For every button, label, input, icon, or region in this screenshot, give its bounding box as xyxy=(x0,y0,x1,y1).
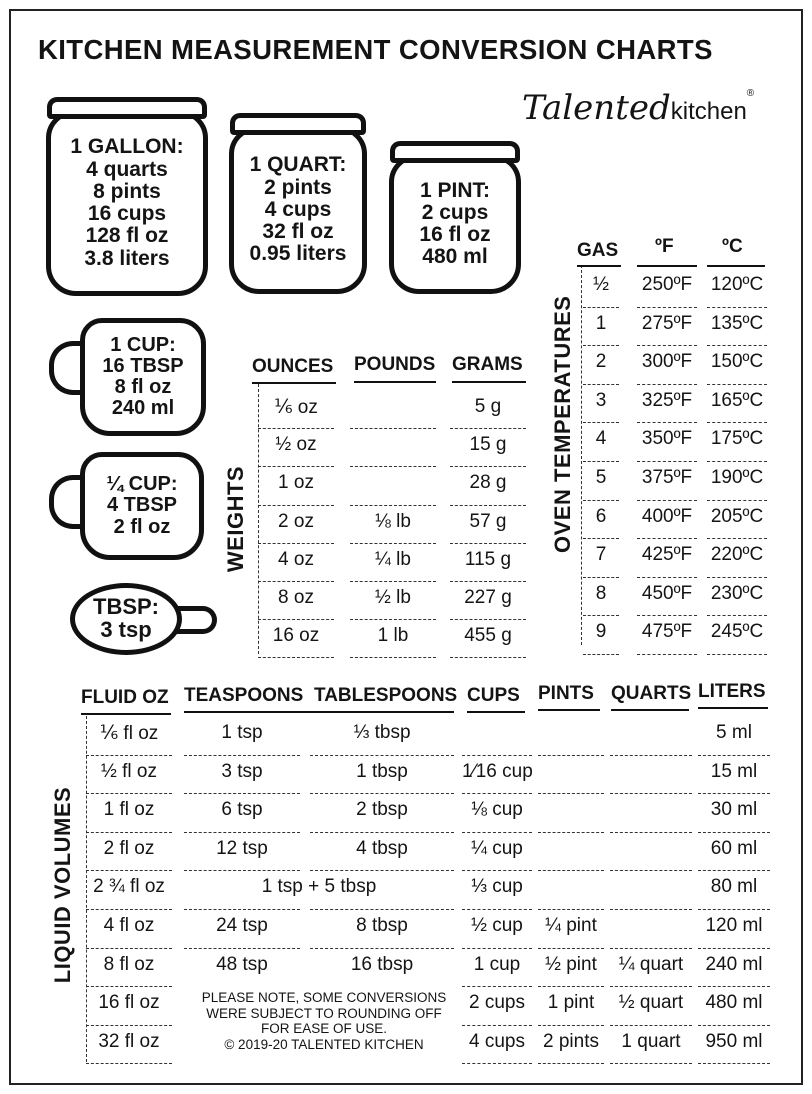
liquid-row-divider xyxy=(538,948,604,949)
rounding-note xyxy=(190,990,458,1053)
weights-cell: 227 g xyxy=(464,587,512,608)
weights-row-divider xyxy=(350,543,436,544)
liquid-row-divider xyxy=(86,832,172,833)
cup-text xyxy=(85,323,201,431)
weights-row-divider xyxy=(350,505,436,506)
weights-cell: ⅛ lb xyxy=(375,510,411,532)
oven-cell: 300ºF xyxy=(641,351,693,373)
oven-cell: 190ºC xyxy=(710,467,764,488)
oven-row-divider xyxy=(707,654,767,655)
oven-cell: 375ºF xyxy=(641,467,693,488)
liquid-row-divider xyxy=(610,793,692,794)
oven-cell: 6 xyxy=(595,505,607,527)
weights-row-divider xyxy=(258,466,334,467)
weights-row-divider xyxy=(450,505,526,506)
liquid-row-divider xyxy=(462,1063,532,1064)
liquid-row-divider xyxy=(462,986,532,987)
oven-cell: 275ºF xyxy=(641,312,693,334)
weights-row-divider xyxy=(450,543,526,544)
liquid-cell: 8 tbsp xyxy=(356,915,408,936)
liquid-cell: ⅛ cup xyxy=(471,799,523,821)
liquid-cell: ¼ quart xyxy=(618,953,684,975)
liquid-header-teaspoons: TEASPOONS xyxy=(184,685,304,706)
quarter-cup-line: ¼ CUP: xyxy=(106,473,178,496)
liquid-cell: 16 fl oz xyxy=(98,992,160,1014)
liquid-row-divider xyxy=(462,870,532,871)
liquid-row-divider xyxy=(86,1025,172,1026)
liquid-row-divider xyxy=(610,755,692,756)
weights-cell: 8 oz xyxy=(278,587,314,608)
cup-line: 1 CUP: xyxy=(110,333,176,356)
quart-jar xyxy=(229,126,367,294)
oven-row-divider xyxy=(637,307,697,308)
liquid-cell: 1 cup xyxy=(473,953,521,975)
liquid-row-divider xyxy=(184,793,300,794)
liquid-cell: 24 tsp xyxy=(216,915,268,936)
cup-handle xyxy=(49,341,85,395)
oven-row-divider xyxy=(637,384,697,385)
oven-row-divider xyxy=(707,384,767,385)
liquid-header-rule xyxy=(81,713,171,715)
brand-script: Talented xyxy=(522,88,671,128)
oven-header-gas: GAS xyxy=(577,240,619,261)
liquid-cell: ½ cup xyxy=(471,915,523,936)
oven-header-celsius: ºC xyxy=(722,236,743,257)
weights-cell: 4 oz xyxy=(278,548,314,570)
liquid-row-divider xyxy=(86,909,172,910)
oven-row-divider xyxy=(707,345,767,346)
liquid-row-divider xyxy=(610,948,692,949)
liquid-row-divider xyxy=(184,832,300,833)
weights-row-divider xyxy=(258,619,334,620)
oven-cell: 400ºF xyxy=(641,505,693,527)
oven-row-divider xyxy=(583,615,619,616)
liquid-row-divider xyxy=(698,832,770,833)
liquid-cell: 48 tsp xyxy=(216,953,268,975)
oven-row-divider xyxy=(707,500,767,501)
liquid-header-fluid-oz: FLUID OZ xyxy=(81,687,169,708)
liquid-header-tablespoons: TABLESPOONS xyxy=(314,685,458,706)
oven-cell: 120ºC xyxy=(710,274,764,295)
gallon-line: 128 fl oz xyxy=(85,224,169,248)
gallon-line: 16 cups xyxy=(87,202,167,225)
weights-cell: 1 oz xyxy=(278,472,314,494)
liquid-row-divider xyxy=(86,986,172,987)
liquid-cell: 6 tsp xyxy=(221,799,263,821)
liquid-row-divider xyxy=(310,832,454,833)
liquid-cell: 16 tbsp xyxy=(350,953,414,975)
liquid-row-divider xyxy=(610,832,692,833)
weights-row-divider xyxy=(350,428,436,429)
oven-row-divider xyxy=(583,654,619,655)
liquid-cell: 2 tbsp xyxy=(356,799,408,821)
quart-line: 2 pints xyxy=(264,175,332,199)
weights-header-rule xyxy=(252,382,336,384)
oven-header-fahrenheit: ºF xyxy=(655,236,674,257)
weights-row-divider xyxy=(258,505,334,506)
pint-text xyxy=(394,159,516,289)
liquid-row-divider xyxy=(310,793,454,794)
liquid-cell: 1 tsp + 5 tbsp xyxy=(261,876,377,898)
weights-cell: 28 g xyxy=(469,472,507,494)
liquid-cell: 5 ml xyxy=(716,722,752,743)
weights-cell: 5 g xyxy=(474,396,502,417)
oven-row-divider xyxy=(583,384,619,385)
liquid-header-cups: CUPS xyxy=(467,685,520,706)
quart-line: 32 fl oz xyxy=(262,220,334,244)
weights-label: WEIGHTS xyxy=(223,465,248,573)
liquid-row-divider xyxy=(610,1063,692,1064)
weights-header-rule xyxy=(452,381,526,383)
oven-row-divider xyxy=(707,461,767,462)
liquid-row-divider xyxy=(462,909,532,910)
oven-cell: 230ºC xyxy=(710,582,764,604)
liquid-row-divider xyxy=(698,755,770,756)
liquid-header-quarts: QUARTS xyxy=(611,683,692,704)
oven-header-rule xyxy=(637,265,697,267)
liquid-row-divider xyxy=(310,870,454,871)
liquid-row-divider xyxy=(184,755,300,756)
copyright: © 2019-20 TALENTED KITCHEN xyxy=(224,1036,424,1052)
liquid-row-divider xyxy=(698,1025,770,1026)
weights-row-divider xyxy=(450,428,526,429)
brand-registered: ® xyxy=(746,88,755,99)
weights-row-divider xyxy=(350,657,436,658)
weights-header-rule xyxy=(354,381,436,383)
weights-cell: ⅙ oz xyxy=(274,397,318,418)
page-title: KITCHEN MEASUREMENT CONVERSION CHARTS xyxy=(38,34,713,65)
pint-line: 16 fl oz xyxy=(419,223,491,246)
quart-line: 1 QUART: xyxy=(249,153,347,177)
weights-row-divider xyxy=(258,543,334,544)
liquid-cell: 950 ml xyxy=(705,1030,763,1052)
liquid-row-divider xyxy=(538,870,604,871)
liquid-row-divider xyxy=(538,986,604,987)
oven-row-divider xyxy=(707,538,767,539)
spoon-handle xyxy=(175,606,217,634)
liquid-row-divider xyxy=(310,948,454,949)
quarter-cup-handle xyxy=(49,475,85,529)
liquid-row-divider xyxy=(462,1025,532,1026)
gallon-text xyxy=(51,115,203,291)
liquid-row-divider xyxy=(86,755,172,756)
weights-cell: 16 oz xyxy=(272,625,320,647)
gallon-line: 1 GALLON: xyxy=(70,135,184,159)
weights-cell: ¼ lb xyxy=(375,548,411,570)
oven-cell: 135ºC xyxy=(710,312,764,334)
note-line: WERE SUBJECT TO ROUNDING OFF xyxy=(206,1005,442,1021)
oven-row-divider xyxy=(583,538,619,539)
liquid-row-divider xyxy=(698,1063,770,1064)
oven-cell: 165ºC xyxy=(710,389,764,411)
liquid-row-divider xyxy=(538,1063,604,1064)
liquid-cell: 4 fl oz xyxy=(103,915,155,936)
liquid-header-rule xyxy=(467,711,525,713)
oven-cell: 205ºC xyxy=(710,505,764,527)
gallon-line: 4 quarts xyxy=(86,157,168,181)
note-line: FOR EASE OF USE. xyxy=(260,1021,388,1037)
liquid-row-divider xyxy=(610,1025,692,1026)
quarter-cup-line: 4 TBSP xyxy=(106,494,178,517)
oven-row-divider xyxy=(637,615,697,616)
liquid-row-divider xyxy=(610,909,692,910)
pint-line: 480 ml xyxy=(422,245,488,269)
liquid-cell: 1 tsp xyxy=(221,722,263,743)
liquid-row-divider xyxy=(538,793,604,794)
liquid-cell: ⅙ fl oz xyxy=(99,723,159,744)
liquid-row-divider xyxy=(86,793,172,794)
liquid-header-rule xyxy=(538,709,600,711)
pint-line: 2 cups xyxy=(421,200,489,224)
brand-logo xyxy=(522,88,754,128)
pint-line: 1 PINT: xyxy=(419,178,490,202)
liquid-volumes-label: LIQUID VOLUMES xyxy=(50,786,75,984)
liquid-row-divider xyxy=(610,986,692,987)
note-line: PLEASE NOTE, SOME CONVERSIONS xyxy=(201,990,447,1005)
liquid-row-divider xyxy=(184,948,300,949)
quarter-cup-line: 2 fl oz xyxy=(113,515,171,538)
weights-row-divider xyxy=(350,581,436,582)
liquid-cell: 60 ml xyxy=(710,837,758,859)
weights-cell: ½ lb xyxy=(375,587,411,608)
liquid-row-divider xyxy=(462,832,532,833)
liquid-cell: ½ pint xyxy=(545,953,597,975)
pint-jar xyxy=(389,154,521,294)
weights-header-ounces: OUNCES xyxy=(252,356,334,377)
weights-row-divider xyxy=(350,466,436,467)
oven-row-divider xyxy=(637,500,697,501)
oven-row-divider xyxy=(637,345,697,346)
oven-row-divider xyxy=(707,577,767,578)
oven-cell: 425ºF xyxy=(641,544,693,566)
liquid-header-rule xyxy=(184,711,454,713)
liquid-cell: 15 ml xyxy=(710,760,758,782)
oven-cell: 450ºF xyxy=(641,582,693,604)
oven-cell: 5 xyxy=(595,467,607,488)
oven-row-divider xyxy=(637,538,697,539)
oven-cell: 8 xyxy=(595,582,607,604)
liquid-row-divider xyxy=(698,793,770,794)
oven-label: OVEN TEMPERATURES xyxy=(550,295,575,553)
oven-cell: 3 xyxy=(595,389,607,411)
liquid-row-divider xyxy=(698,986,770,987)
liquid-header-rule xyxy=(611,709,689,711)
gallon-line: 3.8 liters xyxy=(84,246,170,270)
liquid-cell: 8 fl oz xyxy=(103,953,155,975)
liquid-cell: 2 fl oz xyxy=(103,837,155,859)
weights-cell: ½ oz xyxy=(275,434,317,456)
liquid-row-divider xyxy=(310,755,454,756)
liquid-row-divider xyxy=(698,870,770,871)
oven-cell: 175ºC xyxy=(710,428,764,450)
tablespoon-icon xyxy=(70,583,182,655)
weights-row-divider xyxy=(450,581,526,582)
weights-row-divider xyxy=(258,428,334,429)
liquid-cell: 2 ¾ fl oz xyxy=(93,876,165,898)
weights-row-divider xyxy=(350,619,436,620)
quart-line: 0.95 liters xyxy=(249,242,347,266)
liquid-cell: 1 fl oz xyxy=(103,799,155,821)
liquid-cell: 4 cups xyxy=(469,1030,525,1052)
liquid-cell: 480 ml xyxy=(705,992,763,1014)
liquid-row-divider xyxy=(310,909,454,910)
oven-cell: 150ºC xyxy=(710,351,764,373)
oven-cell: 220ºC xyxy=(710,544,764,566)
liquid-cell: 2 cups xyxy=(469,992,525,1014)
liquid-cell: 12 tsp xyxy=(216,837,268,859)
liquid-cell: ⅓ cup xyxy=(471,876,523,898)
oven-cell: 325ºF xyxy=(641,389,693,411)
liquid-row-divider xyxy=(462,755,532,756)
oven-row-divider xyxy=(583,577,619,578)
oven-cell: ½ xyxy=(593,274,609,295)
weights-cell: 1 lb xyxy=(377,625,409,647)
liquid-cell: 240 ml xyxy=(705,953,763,975)
liquid-row-divider xyxy=(86,1063,172,1064)
tbsp-line: TBSP: xyxy=(93,594,159,620)
liquid-cell: 32 fl oz xyxy=(98,1030,160,1052)
quart-line: 4 cups xyxy=(264,197,332,221)
weights-row-divider xyxy=(450,657,526,658)
liquid-header-liters: LITERS xyxy=(698,681,766,702)
liquid-row-divider xyxy=(698,909,770,910)
oven-row-divider xyxy=(637,461,697,462)
oven-cell: 350ºF xyxy=(641,428,693,450)
quarter-cup-mug xyxy=(80,452,204,560)
liquid-cell: 80 ml xyxy=(710,876,758,898)
liquid-cell: 30 ml xyxy=(710,799,758,821)
liquid-row-divider xyxy=(538,1025,604,1026)
oven-row-divider xyxy=(707,307,767,308)
liquid-cell: ¼ cup xyxy=(471,837,523,859)
weights-row-divider xyxy=(450,619,526,620)
liquid-cell: ½ fl oz xyxy=(101,760,157,782)
weights-row-divider xyxy=(258,657,334,658)
liquid-header-pints: PINTS xyxy=(538,683,594,704)
gallon-jar xyxy=(46,110,208,296)
liquid-cell: ½ quart xyxy=(618,992,684,1014)
oven-cell: 245ºC xyxy=(710,621,764,643)
cup-line: 8 fl oz xyxy=(114,376,172,398)
weights-header-pounds: POUNDS xyxy=(354,354,436,375)
cup-mug xyxy=(80,318,206,436)
liquid-row-divider xyxy=(86,948,172,949)
liquid-row-divider xyxy=(538,909,604,910)
liquid-cell: 1 tbsp xyxy=(356,760,408,782)
quart-text xyxy=(234,131,362,289)
liquid-cell: 120 ml xyxy=(705,915,763,936)
oven-cell: 7 xyxy=(595,544,607,566)
liquid-row-divider xyxy=(698,948,770,949)
gallon-line: 8 pints xyxy=(93,179,161,203)
weights-cell: 2 oz xyxy=(278,510,314,532)
oven-cell: 4 xyxy=(595,428,607,450)
liquid-row-divider xyxy=(538,755,604,756)
weights-cell: 455 g xyxy=(464,625,512,647)
oven-cell: 1 xyxy=(595,312,607,334)
oven-row-divider xyxy=(583,461,619,462)
oven-cell: 9 xyxy=(595,621,607,643)
weights-cell: 57 g xyxy=(469,510,507,532)
liquid-cell: ¼ pint xyxy=(545,915,597,936)
liquid-cell: 1 pint xyxy=(547,992,595,1014)
oven-row-divider xyxy=(637,654,697,655)
liquid-cell: 4 tbsp xyxy=(356,837,408,859)
liquid-row-divider xyxy=(184,870,300,871)
oven-row-divider xyxy=(583,422,619,423)
oven-row-divider xyxy=(707,615,767,616)
weights-row-divider xyxy=(258,581,334,582)
weights-cell: 15 g xyxy=(469,434,507,456)
tbsp-text xyxy=(75,588,177,650)
liquid-header-rule xyxy=(698,707,768,709)
liquid-row-divider xyxy=(462,948,532,949)
oven-cell: 475ºF xyxy=(641,621,693,643)
quarter-cup-text xyxy=(85,457,199,555)
oven-header-rule xyxy=(707,265,765,267)
liquid-row-divider xyxy=(184,909,300,910)
liquid-row-divider xyxy=(86,870,172,871)
oven-cell: 250ºF xyxy=(641,274,693,295)
liquid-cell: 1⁄16 cup xyxy=(462,760,533,782)
weights-cell: 115 g xyxy=(464,548,512,570)
oven-row-divider xyxy=(707,422,767,423)
liquid-row-divider xyxy=(462,793,532,794)
tbsp-line: 3 tsp xyxy=(100,617,152,642)
liquid-cell: ⅓ tbsp xyxy=(353,722,411,743)
weights-row-divider xyxy=(450,466,526,467)
liquid-row-divider xyxy=(610,870,692,871)
cup-line: 240 ml xyxy=(111,397,175,420)
liquid-row-divider xyxy=(538,832,604,833)
oven-row-divider xyxy=(583,500,619,501)
weights-header-grams: GRAMS xyxy=(452,354,523,375)
liquid-cell: 2 pints xyxy=(543,1030,599,1052)
oven-row-divider xyxy=(637,577,697,578)
brand-plain: kitchen xyxy=(670,98,747,125)
oven-row-divider xyxy=(583,307,619,308)
liquid-cell: 1 quart xyxy=(621,1030,681,1052)
cup-line: 16 TBSP xyxy=(102,354,184,377)
oven-cell: 2 xyxy=(595,351,607,373)
oven-left-rule xyxy=(581,265,582,645)
liquid-cell: 3 tsp xyxy=(221,760,263,782)
oven-row-divider xyxy=(583,345,619,346)
oven-row-divider xyxy=(637,422,697,423)
oven-header-rule xyxy=(577,265,621,267)
